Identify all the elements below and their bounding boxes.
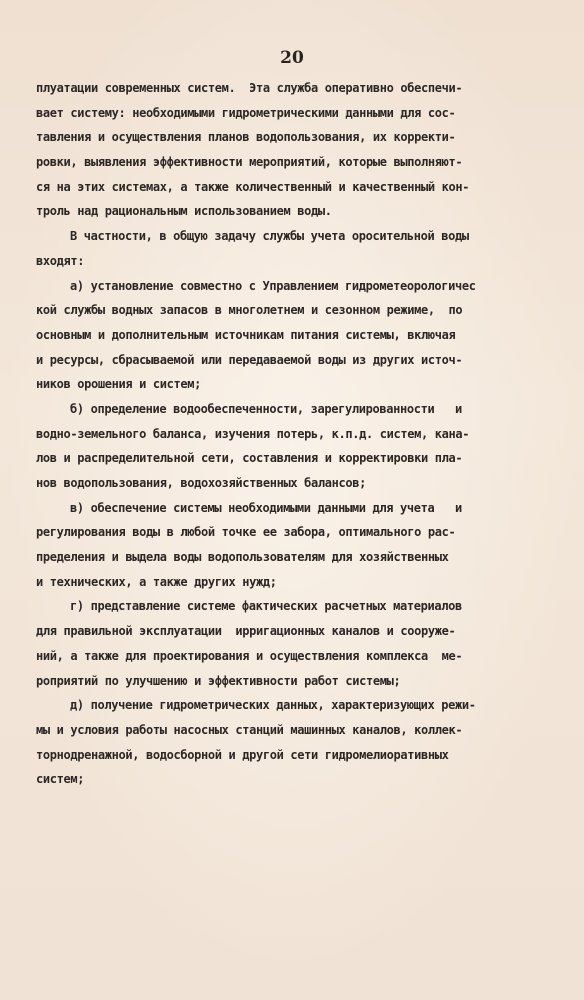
list-item-a: а) установление совместно с Управлением гидрометеорологичес xyxy=(70,278,476,293)
text-line: лов и распределительной сети, составления и корректировки пла- xyxy=(36,451,463,466)
text-line: ся на этих системах, а также количественный и качественный кон- xyxy=(36,179,470,194)
text-line: входят: xyxy=(36,253,85,268)
text-line: плуатации современных систем. Эта служба оперативно обеспечи- xyxy=(36,81,463,95)
text-line: регулирования воды в любой точке ее забора, оптимального рас- xyxy=(36,525,456,540)
list-item-v: в) обеспечение системы необходимыми данными для учета и xyxy=(70,500,462,515)
text-line: тавления и осуществления планов водопользования, их корректи- xyxy=(36,130,456,145)
text-line: ний, а также для проектирования и осуществления комплекса ме- xyxy=(36,648,463,663)
paragraph-start-line: В частности, в общую задачу службы учета оросительной воды xyxy=(70,229,469,244)
text-line: торнодренажной, водосборной и другой сети гидромелиоративных xyxy=(36,747,449,762)
list-item-b: б) определение водообеспеченности, зарегулированности и xyxy=(70,401,462,416)
text-line: вает систему: необходимыми гидрометрическими данными для сос- xyxy=(36,105,456,120)
page-number: 20 xyxy=(280,48,304,68)
text-line: водно-земельного баланса, изучения потерь, к.п.д. систем, кана- xyxy=(36,426,470,441)
list-item-d: д) получение гидрометрических данных, характеризующих режи- xyxy=(70,698,476,713)
text-line: ников орошения и систем; xyxy=(36,377,201,392)
text-line: систем; xyxy=(36,772,85,787)
text-line: нов водопользования, водохозяйственных балансов; xyxy=(36,476,366,490)
text-line: троль над рациональным использованием воды. xyxy=(36,204,332,219)
text-line: основным и дополнительным источникам питания системы, включая xyxy=(36,327,456,342)
text-line: кой службы водных запасов в многолетнем и сезонном режиме, по xyxy=(36,303,463,318)
text-line: и технических, а также других нужд; xyxy=(36,574,277,589)
text-line: ровки, выявления эффективности мероприятий, которые выполняют- xyxy=(36,155,463,170)
list-item-g: г) представление системе фактических расчетных материалов xyxy=(70,599,462,614)
body-text xyxy=(36,76,576,792)
text-line: пределения и выдела воды водопользователям для хозяйственных xyxy=(36,550,449,565)
text-line: для правильной эксплуатации ирригационных каналов и сооруже- xyxy=(36,624,456,639)
text-line: роприятий по улучшению и эффективности работ системы; xyxy=(36,673,401,688)
text-line: и ресурсы, сбрасываемой или передаваемой воды из других источ- xyxy=(36,352,463,367)
text-line: мы и условия работы насосных станций машинных каналов, коллек- xyxy=(36,722,463,737)
